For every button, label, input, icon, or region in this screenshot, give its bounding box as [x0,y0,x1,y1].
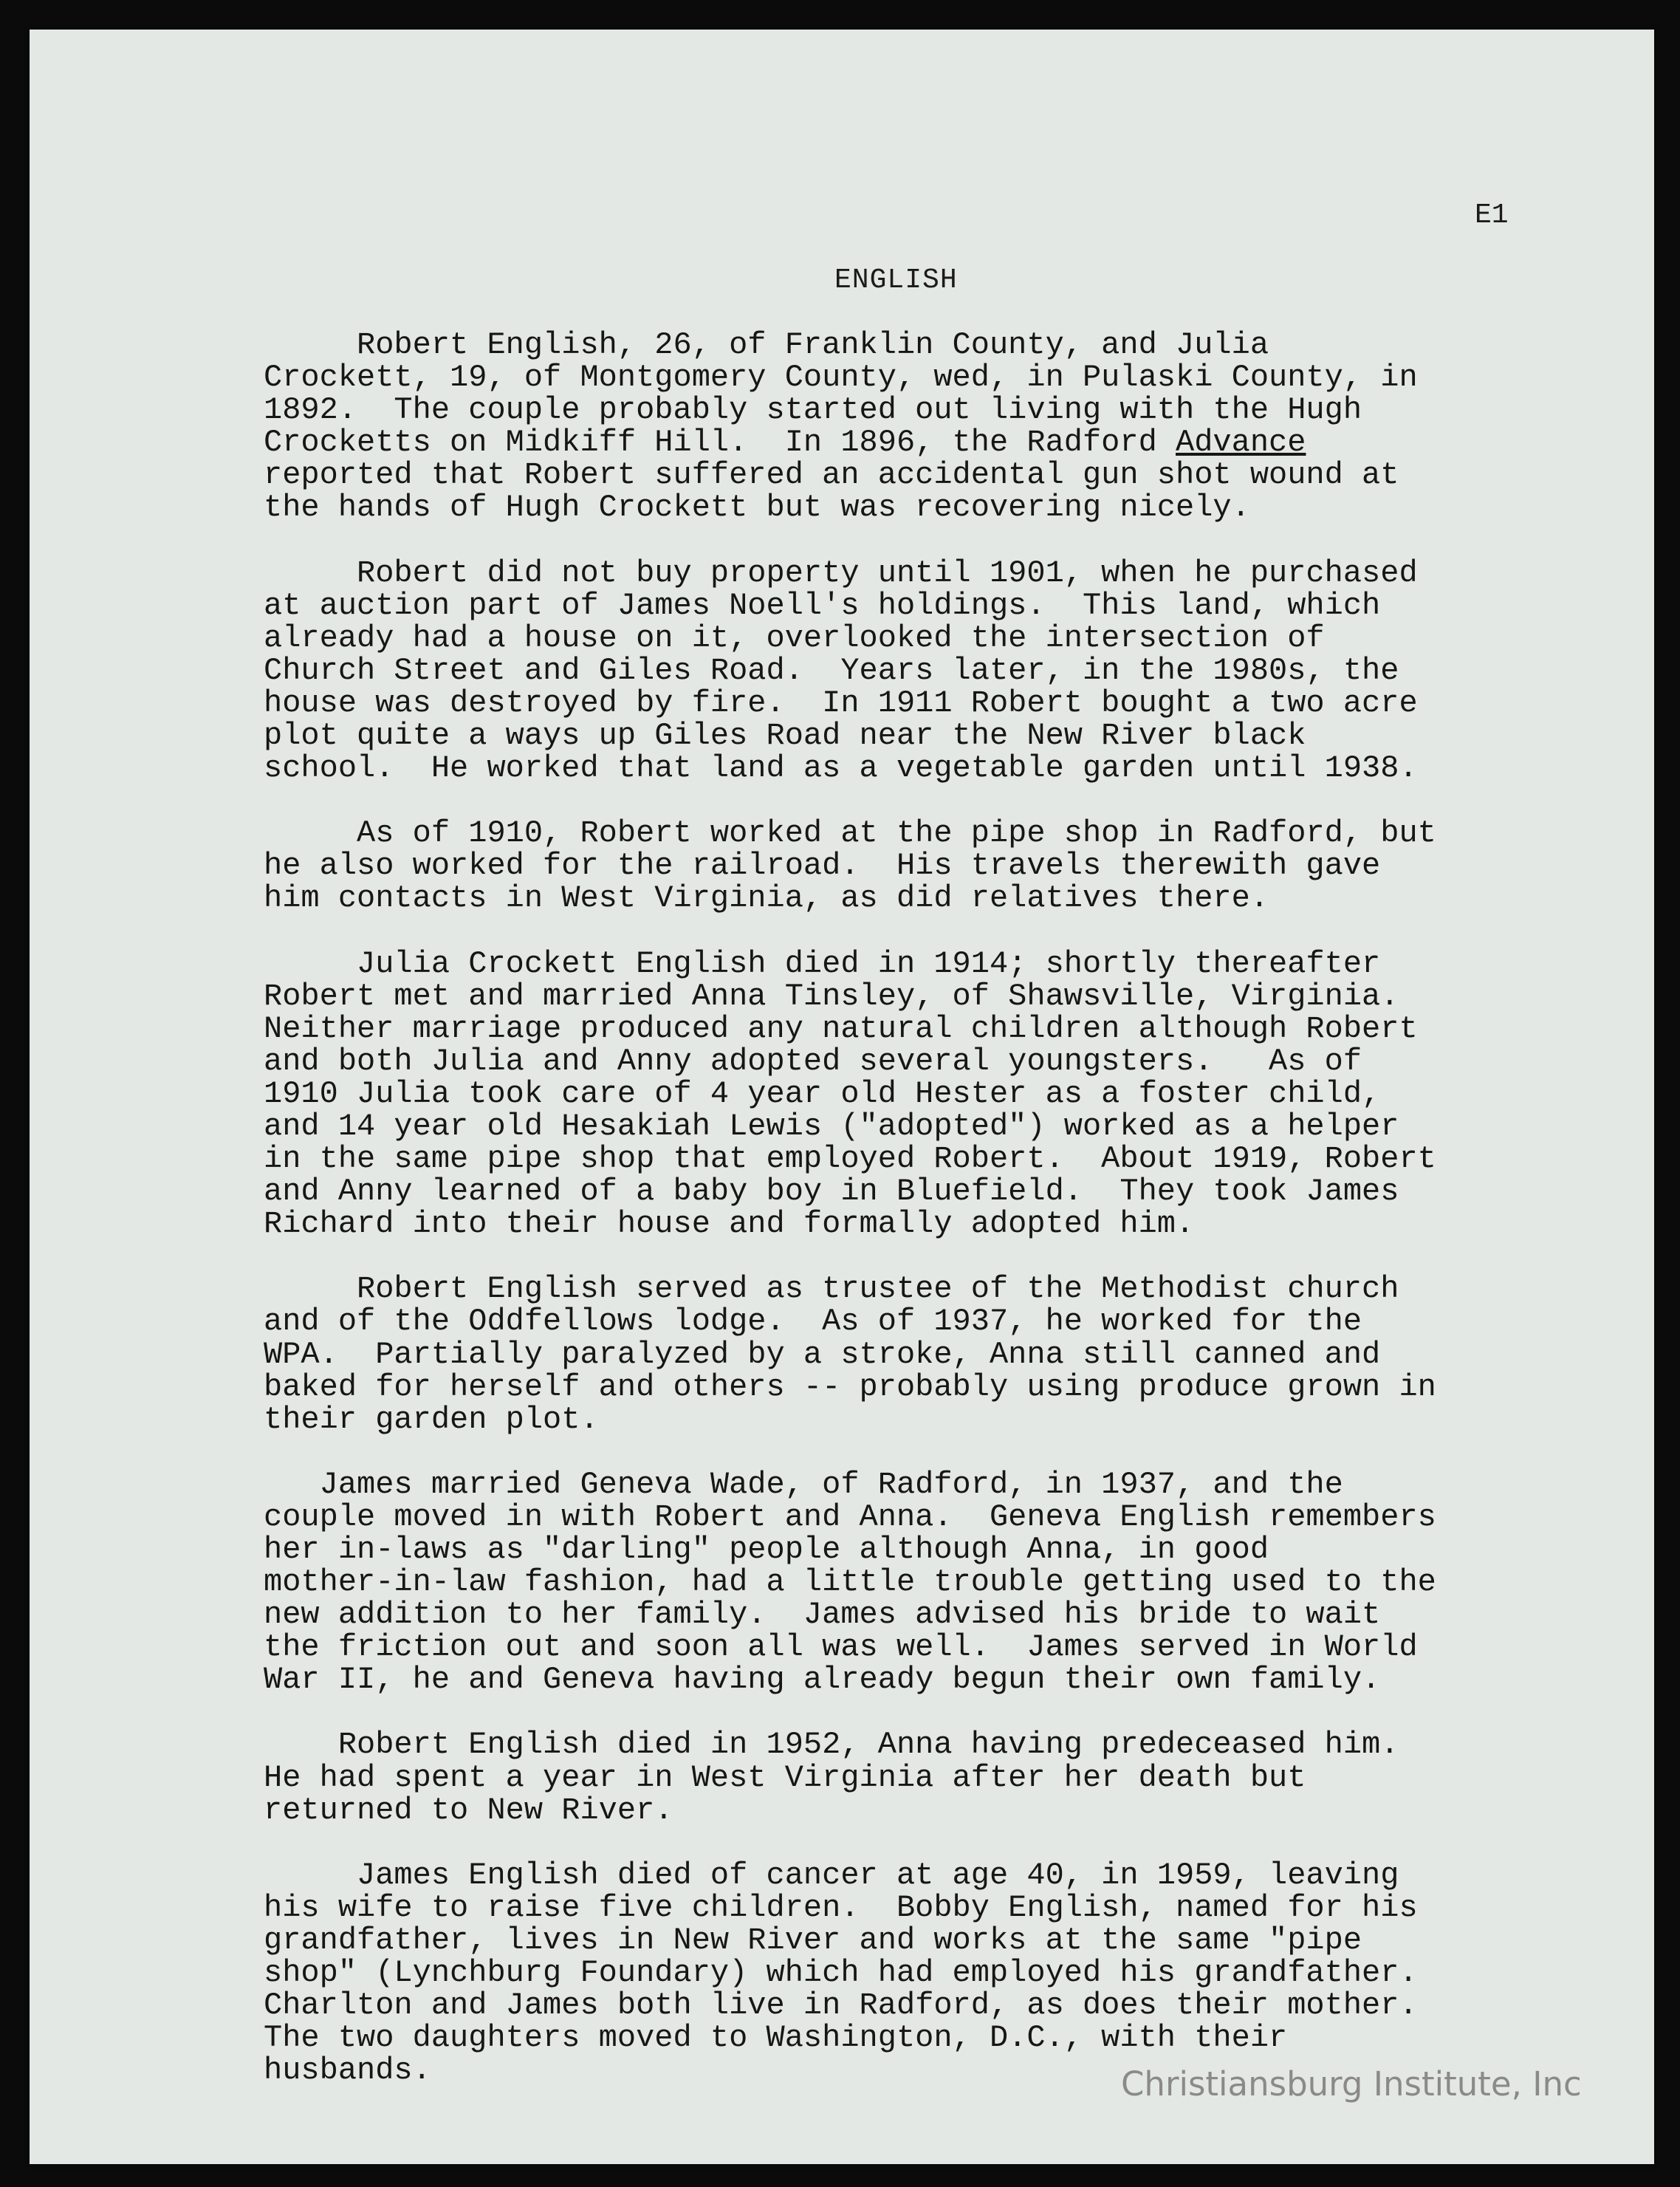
text-segment: Crocketts on Midkiff Hill. In 1896, the Radford [264,425,1176,461]
text-line: he also worked for the railroad. His travels therewith gave [264,848,1381,884]
underlined-newspaper-name: Advance [1176,425,1306,461]
text-line: James married Geneva Wade, of Radford, in 1937, and the [264,1466,1343,1502]
paragraph-8 [264,1859,1652,2087]
paragraph-3 [264,815,1652,917]
text-line: at auction part of James Noell's holdings. This land, which [264,587,1381,623]
text-line: Robert English died in 1952, Anna having predeceased him. [264,1727,1399,1763]
text-line: reported that Robert suffered an accidental gun shot wound at [264,457,1399,493]
text-line: plot quite a ways up Giles Road near the New River black [264,718,1306,754]
text-line: He had spent a year in West Virginia after her death but [264,1759,1306,1796]
text-line: him contacts in West Virginia, as did relatives there. [264,880,1269,917]
text-line: her in-laws as "darling" people although Anna, in good [264,1532,1269,1567]
text-line: Church Street and Giles Road. Years later, in the 1980s, the [264,652,1399,688]
text-line: and Anny learned of a baby boy in Bluefield. They took James [264,1174,1399,1210]
text-line: new addition to her family. James advised his bride to wait [264,1597,1381,1633]
paragraph-6 [264,1468,1652,1697]
text-line: The two daughters moved to Washington, D.C., with their [264,2020,1288,2056]
text-line: Robert did not buy property until 1901, when he purchased [264,555,1418,591]
document-page [30,30,1654,2164]
paragraph-5 [264,1273,1652,1435]
text-line: Robert English, 26, of Franklin County, and Julia [264,327,1269,363]
paragraph-1 [264,329,1652,524]
text-line: and 14 year old Hesakiah Lewis ("adopted") worked as a helper [264,1108,1399,1144]
text-line: 1892. The couple probably started out living with the Hugh [264,392,1362,428]
text-line: As of 1910, Robert worked at the pipe shop in Radford, but [264,815,1436,852]
text-line: War II, he and Geneva having already begun their own family. [264,1662,1381,1698]
text-line: Robert met and married Anna Tinsley, of Shawsville, Virginia. [264,978,1399,1014]
text-line: grandfather, lives in New River and works at the same "pipe [264,1922,1362,1958]
text-line: baked for herself and others -- probably using produce grown in [264,1369,1436,1405]
text-line: mother-in-law fashion, had a little trouble getting used to the [264,1564,1436,1601]
text-line: his wife to raise five children. Bobby English, named for his [264,1889,1418,1926]
page-title: ENGLISH [834,264,958,296]
text-line: school. He worked that land as a vegetable garden until 1938. [264,750,1418,787]
text-line: Richard into their house and formally adopted him. [264,1206,1195,1242]
text-line: house was destroyed by fire. In 1911 Robert bought a two acre [264,685,1418,721]
text-line: and both Julia and Anny adopted several youngsters. As of [264,1043,1362,1079]
paragraph-7 [264,1728,1652,1826]
text-line: Charlton and James both live in Radford, as does their mother. [264,1988,1418,2024]
text-line: couple moved in with Robert and Anna. Geneva English remembers [264,1499,1436,1535]
text-line: James English died of cancer at age 40, in 1959, leaving [264,1857,1399,1893]
text-line: returned to New River. [264,1792,673,1828]
text-line: Crockett, 19, of Montgomery County, wed, in Pulaski County, in [264,360,1418,396]
text-line: husbands. [264,2053,431,2089]
paragraph-2 [264,557,1652,785]
text-line: shop" (Lynchburg Foundary) which had employed his grandfather. [264,1955,1418,1991]
text-line: their garden plot. [264,1401,599,1437]
text-line: the friction out and soon all was well. James served in World [264,1629,1418,1666]
text-line: WPA. Partially paralyzed by a stroke, Anna still canned and [264,1336,1381,1372]
text-line: already had a house on it, overlooked the intersection of [264,620,1325,656]
document-body [264,329,1652,2119]
text-line: Neither marriage produced any natural children although Robert [264,1010,1418,1047]
text-line: 1910 Julia took care of 4 year old Hester as a foster child, [264,1075,1381,1112]
text-line: and of the Oddfellows lodge. As of 1937, he worked for the [264,1304,1362,1340]
paragraph-4 [264,945,1652,1242]
text-line: the hands of Hugh Crockett but was recovering nicely. [264,490,1250,526]
text-line: Julia Crockett English died in 1914; shortly thereafter [264,945,1381,982]
text-line: in the same pipe shop that employed Robert. About 1919, Robert [264,1141,1436,1177]
text-line [264,426,1652,459]
page-number: E1 [1475,199,1509,231]
text-line: Robert English served as trustee of the Methodist church [264,1271,1399,1307]
watermark: Christiansburg Institute, Inc [1121,2064,1582,2104]
